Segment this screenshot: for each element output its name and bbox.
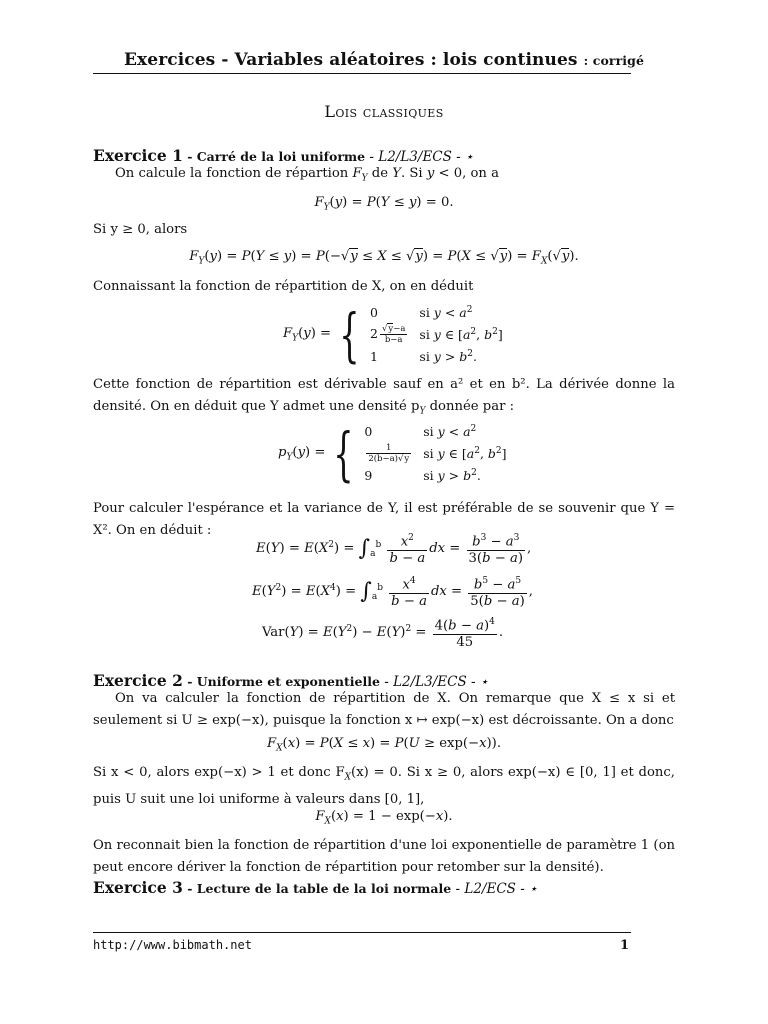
exercise-number: Exercice 1 bbox=[93, 146, 183, 165]
cases-table bbox=[368, 302, 513, 367]
equation-6: $E(Y^2) = E(X^4) = \int_a^b$ $\frac{x^4}{b - a}$ dx = $\frac{b^5 - a^5}{5(b - a)}$ , bbox=[252, 573, 533, 610]
equation-8: $F_X(x) = P(X \le x) = P(U \ge \exp(-x))$. bbox=[266, 736, 502, 754]
document-title bbox=[93, 50, 675, 70]
case-condition: si $y < a^2$ bbox=[423, 424, 477, 440]
text-span: On calcule la fonction de répartion bbox=[115, 166, 349, 181]
exercise-3-heading bbox=[93, 878, 538, 897]
equation-4-cases: $p_Y(y)$ = { 0 si $y < a^2$ $\frac{1}{2(b-a)√y}$ si y ∈ [$a^2$, $b^2$] 9 si $y > b^2$. bbox=[278, 421, 517, 486]
title-main: Exercices - Variables aléatoires : lois continues bbox=[123, 50, 578, 70]
exercise-name: - Carré de la loi uniforme bbox=[187, 149, 366, 164]
equation-1: $F_Y(y) = P(Y \le y) = 0$. bbox=[314, 195, 454, 213]
paragraph: Connaissant la fonction de répartition de X, on en déduit bbox=[93, 279, 474, 294]
paragraph: On va calculer la fonction de répartition de X. On remarque que X ≤ x si et seulement si U ≥ exp(−x), puisque la fonction x ↦ exp(−x) est décroissante. On a donc bbox=[93, 691, 675, 728]
text-span: donnée par : bbox=[425, 399, 515, 414]
text-span: , on a bbox=[462, 166, 499, 181]
case-condition: si $y > b^2$. bbox=[423, 468, 481, 484]
equation-9: $F_X(x) = 1 - \exp(-x)$. bbox=[315, 809, 453, 827]
exercise-name: - Uniforme et exponentielle bbox=[187, 674, 380, 689]
cases-table bbox=[362, 421, 516, 486]
paragraph: Pour calculer l'espérance et la variance de Y, il est préférable de se souvenir que Y = X². On en déduit : bbox=[93, 501, 675, 538]
exercise-number: Exercice 3 bbox=[93, 878, 183, 897]
paragraph: On reconnait bien la fonction de répartition d'une loi exponentielle de paramètre 1 (on peut encore dériver la fonction de répartition pour retomber sur la densité). bbox=[93, 838, 675, 875]
case-value: 0 bbox=[370, 305, 378, 321]
exercise-level: - L2/L3/ECS - ⋆ bbox=[384, 674, 489, 690]
exercise-level: - L2/ECS - ⋆ bbox=[455, 881, 538, 897]
text-span: (x) = 0. Si x ≥ 0, alors exp(−x) ∈ [0, 1] et donc, puis U suit une loi uniforme à valeurs dans [0, 1], bbox=[93, 765, 675, 807]
equation-2: $F_Y(y) = P(Y \le y) = P(-√y \le X \le √y) = P(X \le √y) = F_X(√y)$. bbox=[189, 249, 579, 267]
exercise-level: - L2/L3/ECS - ⋆ bbox=[369, 149, 474, 165]
exercise-name: - Lecture de la table de la loi normale bbox=[187, 881, 452, 896]
case-value: 1 bbox=[370, 349, 378, 365]
footer-url[interactable]: http://www.bibmath.net bbox=[93, 938, 252, 952]
text-span: Si x < 0, alors exp(−x) > 1 et donc F bbox=[93, 765, 345, 780]
case-value: $\frac{1}{2(b-a)√y}$ bbox=[368, 443, 410, 465]
equation-5: $E(Y) = E(X^2) = \int_a^b$ $\frac{x^2}{b - a}$ dx = $\frac{b^3 - a^3}{3(b - a)}$ , bbox=[256, 530, 531, 567]
footer-rule bbox=[93, 932, 631, 933]
case-value: 2 $\frac{√y-a}{b-a}$ bbox=[370, 324, 406, 346]
text-span: de bbox=[371, 166, 389, 181]
equation-7: $Var(Y) = E(Y^2) - E(Y)^2$ = $\frac{4(b - a)^4}{45}$ . bbox=[262, 614, 503, 651]
paragraph: Si y ≥ 0, alors bbox=[93, 222, 188, 237]
paragraph: Cette fonction de répartition est dérivable sauf en a² et en b². La dérivée donne la densité. On en déduit que Y admet une densité $p_Y$ donnée par : bbox=[93, 377, 675, 417]
title-suffix: : corrigé bbox=[583, 53, 645, 68]
case-condition: si $y > b^2$. bbox=[419, 349, 478, 365]
paragraph: On calcule la fonction de répartion $F_Y$ de Y. Si y < 0, on a bbox=[115, 166, 499, 184]
paragraph: Si x < 0, alors exp(−x) > 1 et donc $F_X(x) = 0$. Si x ≥ 0, alors exp(−x) ∈ [0, 1] et donc, puis U suit une loi uniforme à valeurs dans [0, 1], bbox=[93, 765, 675, 807]
text-span: Cette fonction de répartition est dérivable sauf en a² et en b². La dérivée donne la densité. On en déduit que Y admet une densité p bbox=[93, 377, 675, 414]
header-rule bbox=[93, 73, 631, 74]
case-condition: si $y < a^2$ bbox=[419, 305, 473, 321]
equation-3-cases: $F_Y(y)$ = { 0 si $y < a^2$ 2 $\frac{√y-a}{b-a}$ si y ∈ [$a^2$, $b^2$] 1 si $y > b^2$. bbox=[283, 302, 513, 367]
case-value: 0 bbox=[364, 424, 373, 440]
text-span: . Si bbox=[400, 166, 423, 181]
section-title: Lois classiques bbox=[324, 102, 444, 121]
case-value: 9 bbox=[364, 468, 373, 484]
case-condition: si y ∈ [$a^2$, $b^2$] bbox=[423, 446, 507, 462]
exercise-number: Exercice 2 bbox=[93, 671, 183, 690]
case-condition: si y ∈ [$a^2$, $b^2$] bbox=[419, 327, 503, 343]
page-number: 1 bbox=[620, 938, 630, 953]
